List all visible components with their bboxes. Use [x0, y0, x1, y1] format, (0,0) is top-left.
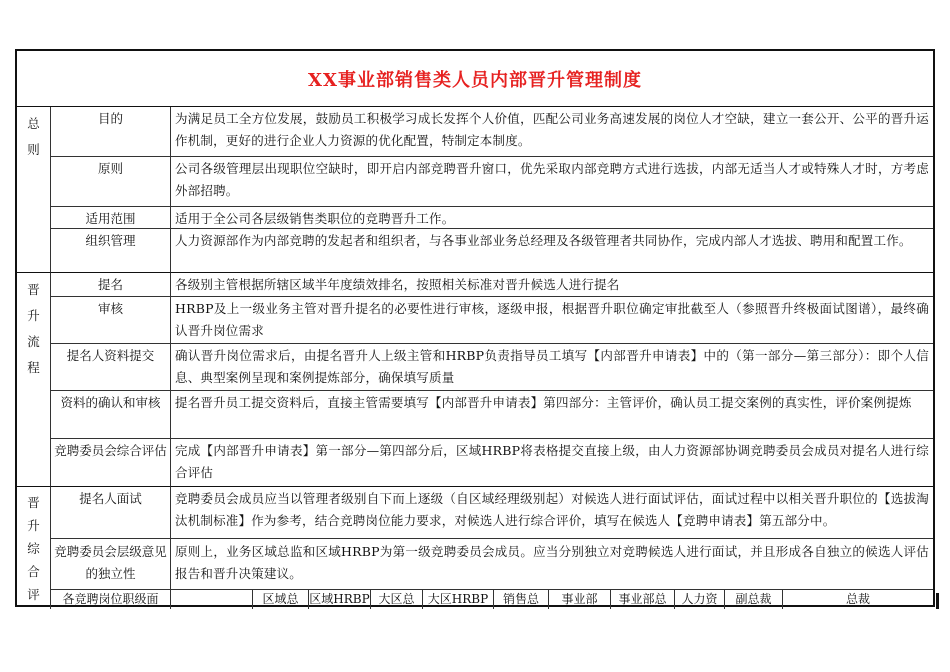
row-text-scope: 适用于全公司各层级销售类职位的竞聘晋升工作。: [171, 207, 933, 229]
section-char: 流: [27, 334, 40, 349]
row-text-principle: 公司各级管理层出现职位空缺时，即开启内部竞聘晋升窗口，优先采取内部竞聘方式进行选拔，内部无适当人才或特殊人才时，方考虑外部招聘。: [171, 157, 933, 207]
document-title: XX事业部销售类人员内部晋升管理制度: [17, 51, 933, 107]
edge-mark: [936, 593, 939, 609]
policy-sheet: [15, 49, 935, 607]
section-char: 晋: [27, 282, 40, 297]
row-text-interview: 竞聘委员会成员应当以管理者级别自下而上逐级（自区域经理级别起）对候选人进行面试评估，面试过程中以相关晋升职位的【选拔淘汰机制标准】作为参考，结合竞聘岗位能力要求，对候选人进行综合评价，填写在候选人【竞聘申请表】第五部分中。: [171, 487, 933, 539]
row-label-review: 审核: [51, 297, 171, 344]
section-char: 评: [27, 587, 40, 602]
row-label-independence: 竞聘委员会层级意见的独立性: [51, 539, 171, 590]
grade-cell: 人力资: [675, 590, 725, 609]
row-label-organization: 组织管理: [51, 229, 171, 273]
section-comprehensive-evaluation: [17, 487, 51, 609]
section-char: 总: [27, 116, 40, 131]
row-text-independence: 原则上，业务区域总监和区域HRBP为第一级竞聘委员会成员。应当分别独立对竞聘候选人进行面试，并且形成各自独立的候选人评估报告和晋升决策建议。: [171, 539, 933, 590]
row-label-purpose: 目的: [51, 107, 171, 157]
grade-cell: 大区HRBP: [423, 590, 494, 609]
row-label-committee-evaluation: 竞聘委员会综合评估: [51, 439, 171, 487]
row-label-nomination: 提名: [51, 273, 171, 297]
row-text-committee-evaluation: 完成【内部晋升申请表】第一部分—第四部分后，区域HRBP将表格提交直接上级，由人力资源部协调竞聘委员会成员对提名人进行综合评估: [171, 439, 933, 487]
row-text-submission: 确认晋升岗位需求后，由提名晋升人上级主管和HRBP负责指导员工填写【内部晋升申请表】中的（第一部分—第三部分）：即个人信息、典型案例呈现和案例提炼部分，确保填写质量: [171, 344, 933, 391]
section-char: 晋: [27, 495, 40, 510]
section-char: 升: [27, 308, 40, 323]
grade-cell: 总裁: [845, 592, 870, 606]
row-label-interview: 提名人面试: [51, 487, 171, 539]
row-label-submission: 提名人资料提交: [51, 344, 171, 391]
row-text-purpose: 为满足员工全方位发展，鼓励员工积极学习成长发挥个人价值，匹配公司业务高速发展的岗位人才空缺，建立一套公开、公平的晋升运作机制，更好的进行企业人力资源的优化配置，特制定本制度。: [171, 107, 933, 157]
section-char: 升: [27, 518, 40, 533]
row-label-principle: 原则: [51, 157, 171, 207]
grade-header-row: [51, 590, 933, 609]
row-text-confirmation: 提名晋升员工提交资料后，直接主管需要填写【内部晋升申请表】第四部分：主管评价，确认员工提交案例的真实性，评价案例提炼: [171, 391, 933, 439]
row-text-review: HRBP及上一级业务主管对晋升提名的必要性进行审核，逐级申报，根据晋升职位确定审批截至人（参照晋升终极面试图谱），最终确认晋升岗位需求: [171, 297, 933, 344]
grade-cell: 事业部: [549, 590, 611, 609]
section-char: 程: [27, 360, 40, 375]
grade-cell: 区域HRBP: [309, 590, 371, 609]
row-text-organization: 人力资源部作为内部竞聘的发起者和组织者，与各事业部业务总经理及各级管理者共同协作，完成内部人才选拔、聘用和配置工作。: [171, 229, 933, 273]
grade-cell: 副总裁: [725, 590, 783, 609]
section-char: 则: [27, 142, 40, 157]
grade-cell: [171, 590, 253, 609]
row-text-nomination: 各级别主管根据所辖区域半年度绩效排名，按照相关标准对晋升候选人进行提名: [171, 273, 933, 297]
row-label-confirmation: 资料的确认和审核: [51, 391, 171, 439]
grade-row-label: 各竞聘岗位职级面: [51, 590, 171, 609]
section-general: [17, 107, 51, 273]
row-label-scope: 适用范围: [51, 207, 171, 229]
section-promotion-process: [17, 273, 51, 487]
section-char: 合: [27, 564, 40, 579]
grade-cell: 销售总: [494, 590, 549, 609]
grade-cell: 事业部总: [611, 590, 675, 609]
grade-cell: 区域总: [253, 590, 309, 609]
grade-cell: 大区总: [371, 590, 423, 609]
section-char: 综: [27, 541, 40, 556]
